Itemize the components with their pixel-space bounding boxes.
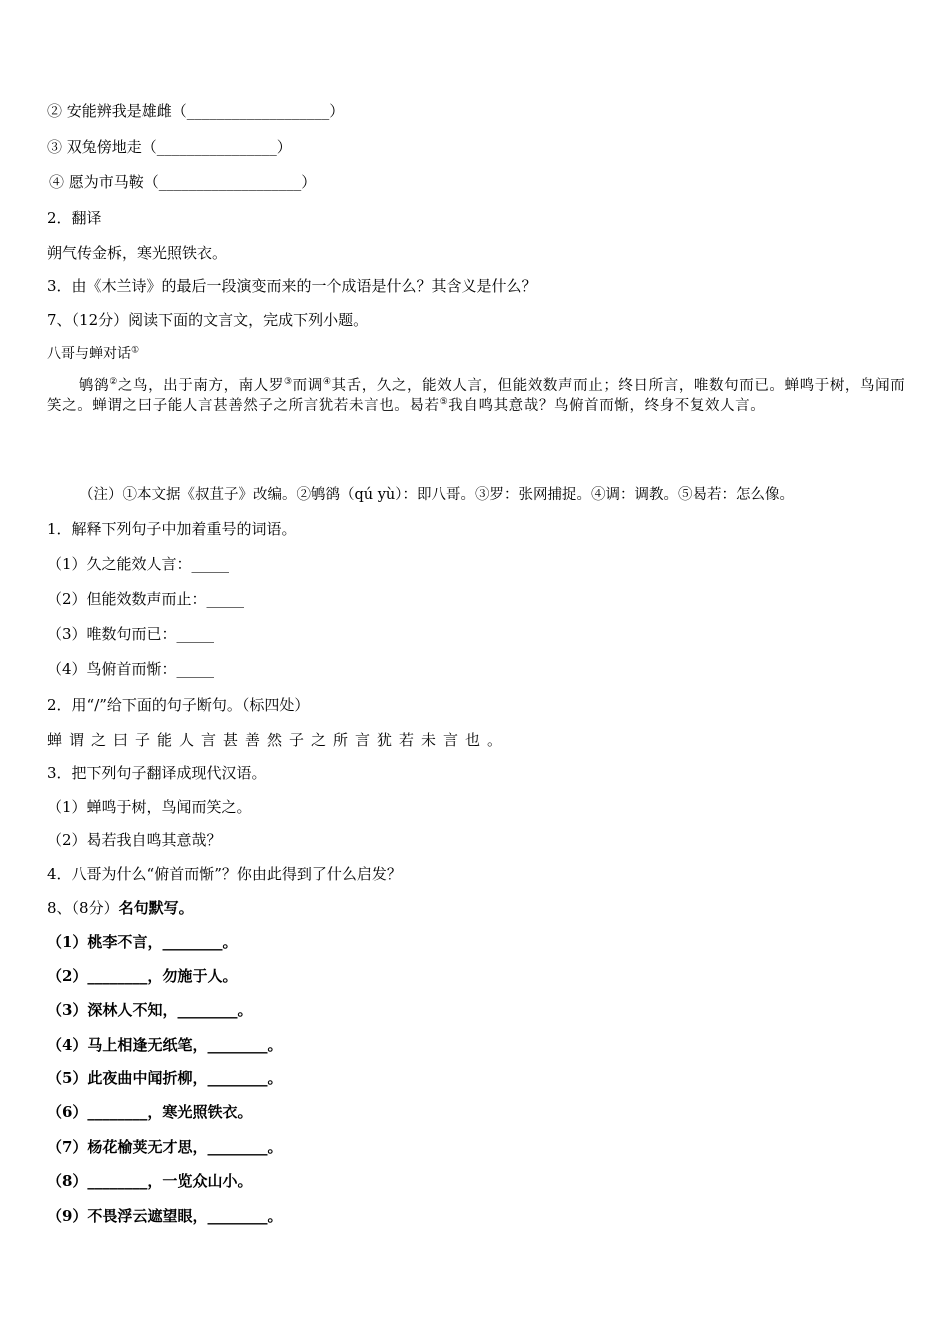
q7-q1-item-1: （1）久之能效人言：_____ (47, 555, 230, 573)
q8-item-5: （5）此夜曲中闻折柳，________。 (47, 1069, 283, 1087)
q7-passage-title (47, 344, 139, 364)
q8-item-7: （7）杨花榆荚无才思，________。 (47, 1138, 283, 1156)
q6-sub2-line: 朔气传金柝，寒光照铁衣。 (47, 244, 228, 262)
q7-header: 7、（12分）阅读下面的文言文，完成下列小题。 (47, 311, 369, 329)
q7-q3: 3．把下列句子翻译成现代汉语。 (47, 764, 267, 782)
q8-item-8: （8）________，一览众山小。 (47, 1172, 253, 1190)
q6-item-2: ② 安能辨我是雄雌（___________________） (47, 102, 345, 120)
passage-seg-2: 之鸟，出于南方，南人罗 (117, 378, 284, 394)
passage-seg-3: 而调 (292, 378, 323, 394)
passage-seg-1: 鸲鹆 (79, 378, 110, 394)
passage-seg-5: 我自鸣其意哉？鸟俯首而惭，终身不复效人言。 (448, 398, 766, 414)
q8-title: 名句默写。 (118, 899, 194, 917)
q8-prefix: 8、（8分） (47, 899, 119, 917)
q7-q2: 2．用“/”给下面的句子断句。（标四处） (47, 696, 310, 714)
q8-item-3: （3）深林人不知，________。 (47, 1001, 253, 1019)
q6-item-3: ③ 双兔傍地走（________________） (47, 138, 292, 156)
q6-item-4: ④ 愿为市马鞍（___________________） (49, 173, 317, 191)
note-mark-5: ⑤ (439, 397, 449, 408)
q7-passage (47, 376, 907, 416)
q7-title-note-mark: ① (131, 345, 140, 356)
q7-q1: 1．解释下列句子中加着重号的词语。 (47, 520, 297, 538)
q7-q1-item-4: （4）鸟俯首而惭：_____ (47, 660, 215, 678)
passage-seg-4: 其舌，久之，能效人言，但能效数声而止；终日所言，唯数句而已。蝉鸣于树，鸟闻而笑之。蝉谓之曰子能人言甚善然子之所言犹若未言也。曷若 (47, 378, 906, 414)
q6-sub3: 3．由《木兰诗》的最后一段演变而来的一个成语是什么？其含义是什么？ (47, 277, 537, 295)
q8-item-2: （2）________，勿施于人。 (47, 967, 238, 985)
q6-sub2-heading: 2．翻译 (47, 209, 102, 227)
q8-header (47, 898, 194, 918)
note-mark-3: ③ (283, 377, 293, 388)
q8-item-4: （4）马上相逢无纸笔，________。 (47, 1036, 283, 1054)
q7-q2-sentence: 蝉谓之曰子能人言甚善然子之所言犹若未言也。 (47, 731, 510, 749)
note-mark-4: ④ (322, 377, 332, 388)
q7-q4: 4．八哥为什么“俯首而惭”？你由此得到了什么启发？ (47, 865, 402, 883)
q7-q1-item-2: （2）但能效数声而止：_____ (47, 590, 245, 608)
note-mark-2: ② (109, 377, 118, 388)
q7-title-text: 八哥与蝉对话 (47, 346, 131, 362)
q7-q1-item-3: （3）唯数句而已：_____ (47, 625, 215, 643)
q7-annotation: （注）①本文据《叔苴子》改编。②鸲鹆（qú yù）：即八哥。③罗：张网捕捉。④调：调教。⑤曷若：怎么像。 (79, 487, 795, 503)
q8-item-6: （6）________，寒光照铁衣。 (47, 1103, 253, 1121)
q7-q3-item-2: （2）曷若我自鸣其意哉？ (47, 831, 222, 849)
q8-item-9: （9）不畏浮云遮望眼，________。 (47, 1207, 283, 1225)
q8-item-1: （1）桃李不言，________。 (47, 933, 238, 951)
q7-q3-item-1: （1）蝉鸣于树，鸟闻而笑之。 (47, 798, 252, 816)
